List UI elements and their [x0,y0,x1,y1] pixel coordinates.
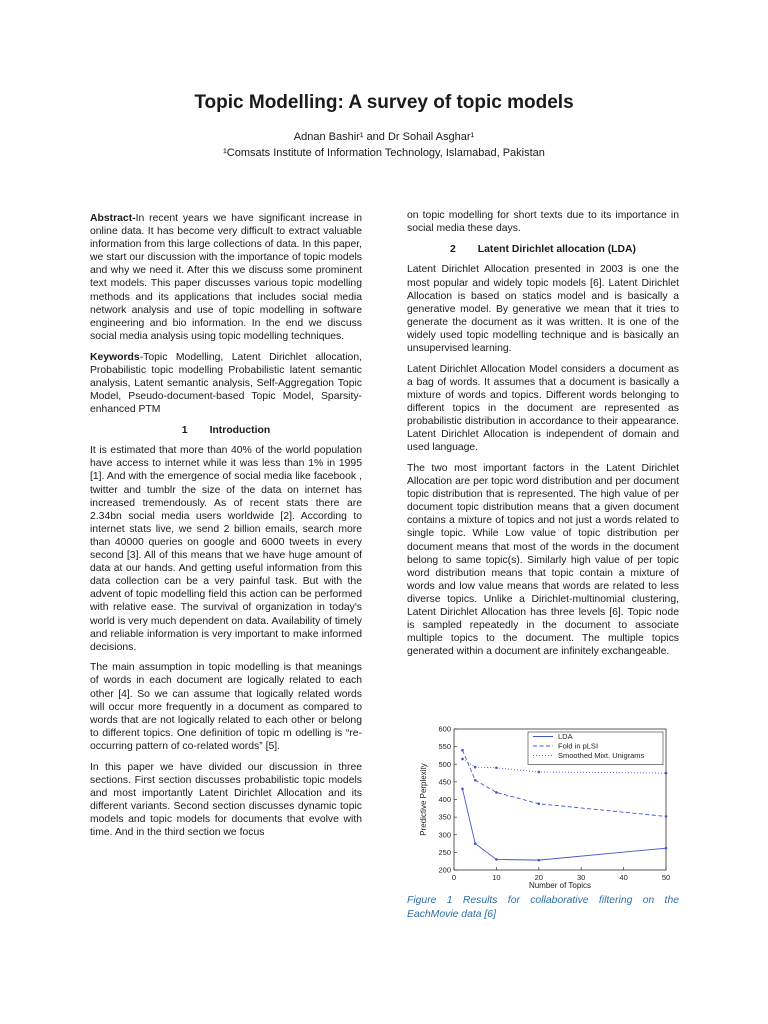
y-tick-label: 250 [438,847,451,857]
paragraph: on topic modelling for short texts due to its importance in social media these days. [407,210,679,235]
data-point [665,815,668,818]
x-tick-label: 10 [492,873,501,882]
keywords [90,351,362,416]
x-tick-label: 40 [619,873,628,882]
legend-label: LDA [558,732,573,741]
perplexity-chart [404,720,680,896]
x-tick-label: 0 [451,873,457,882]
paragraph: Latent Dirichlet Allocation Model considers a document as a bag of words. It assumes that a document is basically a mixture of words and topics. Different words belonging to different topics in the document are represented as probabilistic distribution in accordance to their appearance. Latent Dirichlet Allocation is independent of domain and used language. [407,363,679,454]
section-number: 2 [450,243,456,255]
paper-title: Topic Modelling: A survey of topic models [194,92,574,113]
section-title: Latent Dirichlet allocation (LDA) [477,243,636,255]
x-axis-label: Number of Topics [528,881,592,890]
x-tick-label: 30 [577,873,586,882]
abstract [90,212,362,343]
data-point [538,802,541,805]
data-point [495,791,498,794]
y-tick-label: 400 [438,795,451,805]
figure-caption: Figure 1 Results for collaborative filtering on the EachMovie data [6] [407,895,679,920]
keywords-label: Keywords [90,351,140,363]
data-point [495,858,498,861]
data-point [461,758,464,761]
y-tick-label: 300 [438,830,451,840]
abstract-text: In recent years we have significant increase in online data. It has become very difficult to extract valuable information from this large collections of data. In this paper, we start our discussion with the importance of topic models and why we need it. After this we discuss some prominent text models. This paper discusses various topic modelling methods and its applications that includes social media network analysis and use of topic modelling in software engineering and bio information. In the end we discuss social media analysis using topic modelling techniques. [90,213,362,342]
authors: Adnan Bashir¹ and Dr Sohail Asghar¹ [293,131,475,143]
paragraph: Latent Dirichlet Allocation presented in 2003 is one the most popular and widely topic models [6]. Latent Dirichlet Allocation is based on statics model and is basically a generative model. By generative we mean that it tries to generate the document as it was written. It is one of the widely used topic modelling technique and is basically an unsupervised learning. [407,264,679,355]
data-point [474,779,477,782]
abstract-label: Abstract- [90,213,136,224]
paragraph: In this paper we have divided our discussion in three sections. First section discusses probabilistic topic models and most importantly Latent Dirichlet Allocation and its different variants. Second section discusses dynamic topic models and topic models for documents that evolve with time. And in the third section we focus [90,761,362,839]
section-heading-lda [407,243,679,256]
section-heading-introduction [90,424,362,437]
paragraph: The main assumption in topic modelling is that meanings of words in each document are logically related to each other [4]. So we can assume that logically related words will occur more frequently in a document as compared to words that are not logically related to each other or belong to different topics. One definition of topic m odelling is “re-occurring pattern of co-related words” [5]. [90,662,362,752]
keywords-text: -Topic Modelling, Latent Dirichlet allocation, Probabilistic topic modelling Probabilistic latent semantic analysis, Latent semantic analysis, Self-Aggregation Topic Model, Pseudo-document-based Topic Model, Sparsity-enhanced PTM [90,351,362,415]
paragraph: It is estimated that more than 40% of the world population have access to internet while it was less than 1% in 1995 [1]. And with the emergence of social media like facebook , twitter and tumblr the size of the data on internet has increased tremendously. As of recent stats there are 2.34bn social media users worldwide [2]. According to internet stats live, we send 2 billion emails, search more than 40000 queries on google and 6000 tweets in every second [3]. All of this means that we have huge amount of data at our hands. And getting useful information from this data collection can be a very painful task. But with the advent of topic modelling field this action can be performed with relative ease. The survival of organization in today's world is very much dependent on data. Availability of timely and reliable information is very important to make informed decisions. [90,445,362,653]
data-point [665,772,668,775]
y-tick-label: 500 [438,759,451,769]
y-tick-label: 550 [438,742,451,752]
legend-label: Smoothed Mixt. Unigrams [558,751,645,760]
figure-1 [404,720,680,896]
data-point [461,749,464,752]
data-point [538,771,541,774]
section-title: Introduction [209,424,271,436]
left-column [90,212,362,847]
x-tick-label: 50 [661,873,671,882]
data-point [474,842,477,845]
y-tick-label: 350 [438,812,451,822]
data-point [461,788,464,791]
right-column [407,209,679,666]
legend-label: Fold in pLSI [558,741,599,751]
y-tick-label: 600 [438,724,451,734]
x-tick-label: 20 [534,873,543,882]
paragraph: The two most important factors in the Latent Dirichlet Allocation are per topic word distribution and per document topic distribution that is represented. The high value of per document topic distribution means that a given document contains a mixture of topics and not just a words related to single topic. While Low value of topic distribution per document means that most of the words in the document belong to same topic(s). Similarly high value of per topic word distribution means that topic contain a mixture of words and low value means that words are related to less diverse topics. Unlike a Dirichlet-multinomial clustering, Latent Dirichlet Allocation has three levels [6]. Topic node is sampled repeatedly in the document to associate multiple topics to the document. The multiple topics generated within a document are infinitely exchangeable. [407,462,679,658]
data-point [495,766,498,769]
y-tick-label: 450 [438,777,451,787]
data-point [665,847,668,850]
data-point [474,766,477,769]
affiliation: ¹Comsats Institute of Information Technology, Islamabad, Pakistan [223,147,545,159]
series-line [462,789,666,860]
data-point [538,859,541,862]
y-tick-label: 200 [438,865,451,875]
section-number: 1 [181,424,188,436]
y-axis-label: Predictive Perplexity [419,763,428,836]
